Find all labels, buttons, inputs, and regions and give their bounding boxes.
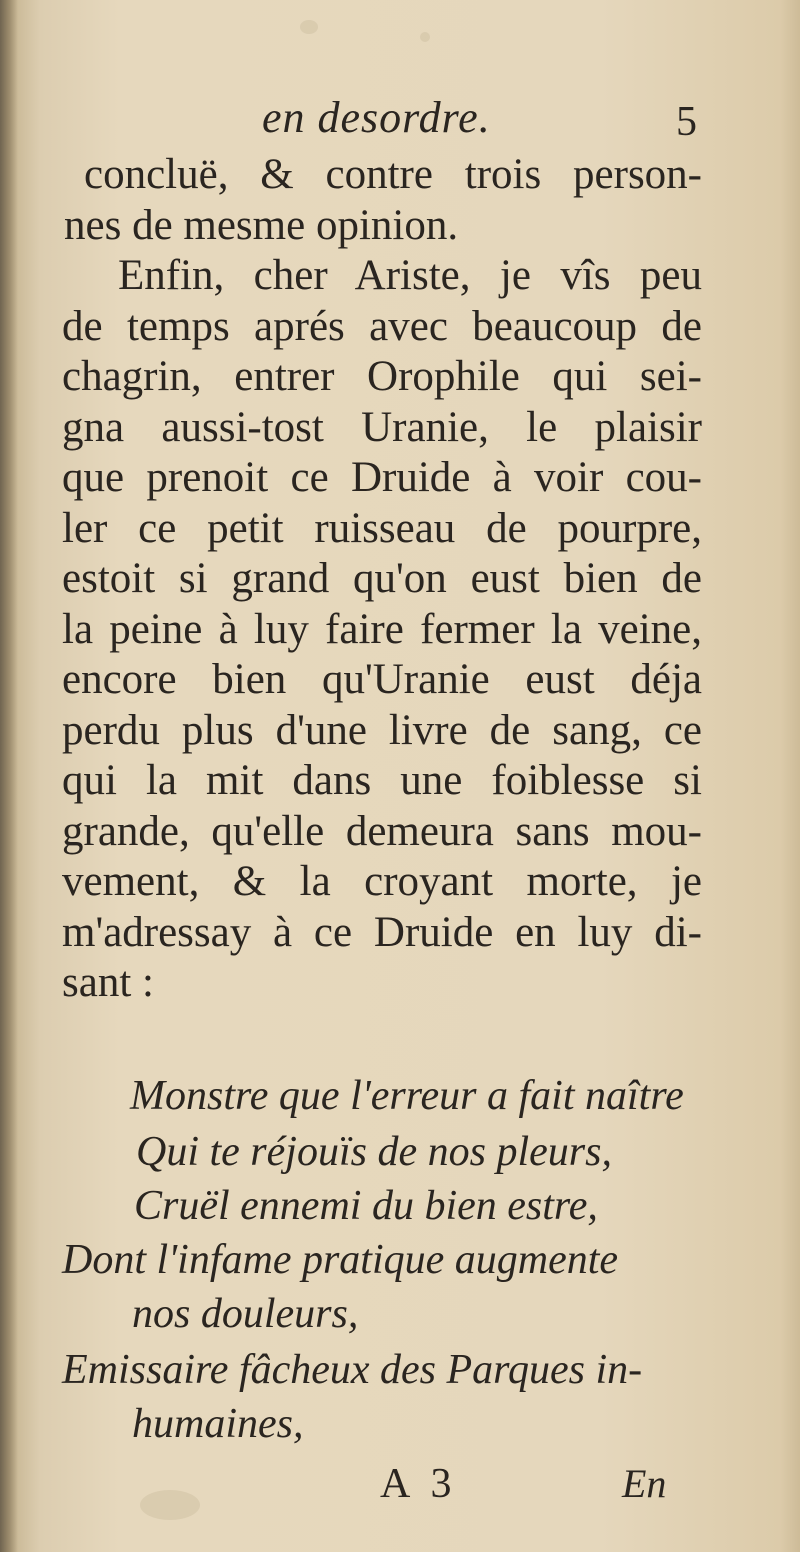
page-binding-edge bbox=[0, 0, 18, 1552]
text-line: vement, & la croyant morte, je bbox=[62, 858, 702, 905]
text-line: grande, qu'elle demeura sans mou- bbox=[62, 807, 702, 855]
text-line: nes de mesme opinion. bbox=[64, 201, 459, 249]
poem-line: humaines, bbox=[132, 1401, 304, 1447]
poem-line: Cruël ennemi du bien estre, bbox=[134, 1183, 598, 1229]
poem-line: Monstre que l'erreur a fait naître bbox=[130, 1073, 684, 1119]
text-line: encore bien qu'Uranie eust déja bbox=[62, 656, 702, 703]
text-line: concluë, & contre trois person- bbox=[84, 151, 702, 198]
text-line: que prenoit ce Druide à voir cou- bbox=[62, 454, 702, 501]
text-line: Enfin, cher Ariste, je vîs peu bbox=[118, 252, 702, 299]
text-line: perdu plus d'une livre de sang, ce bbox=[62, 706, 702, 754]
text-line: gna aussi-tost Uranie, le plaisir bbox=[62, 403, 702, 451]
page-header bbox=[0, 92, 800, 145]
poem-line: Dont l'infame pratique augmente bbox=[62, 1237, 619, 1283]
text-line: estoit si grand qu'on eust bien de bbox=[62, 555, 702, 602]
text-line: la peine à luy faire fermer la veine, bbox=[62, 605, 702, 653]
text-line: chagrin, entrer Orophile qui sei- bbox=[62, 353, 702, 400]
running-head: en desordre. bbox=[262, 93, 491, 142]
text-line: de temps aprés avec beaucoup de bbox=[62, 302, 702, 350]
text-line: m'adressay à ce Druide en luy di- bbox=[62, 908, 702, 956]
page-number: 5 bbox=[676, 99, 697, 145]
poem-line: Emissaire fâcheux des Parques in- bbox=[62, 1347, 643, 1393]
poem-line: nos douleurs, bbox=[132, 1291, 359, 1337]
text-line: ler ce petit ruisseau de pourpre, bbox=[62, 504, 702, 552]
text-line: qui la mit dans une foiblesse si bbox=[62, 757, 702, 804]
paper-stain bbox=[300, 20, 318, 34]
paper-stain bbox=[420, 32, 430, 42]
signature-mark: A 3 bbox=[380, 1461, 458, 1507]
catchword: En bbox=[622, 1461, 667, 1506]
page-footer bbox=[0, 1460, 800, 1520]
prose-text bbox=[62, 150, 702, 1009]
text-line: sant : bbox=[62, 959, 154, 1006]
poem-line: Qui te réjouïs de nos pleurs, bbox=[136, 1129, 612, 1175]
